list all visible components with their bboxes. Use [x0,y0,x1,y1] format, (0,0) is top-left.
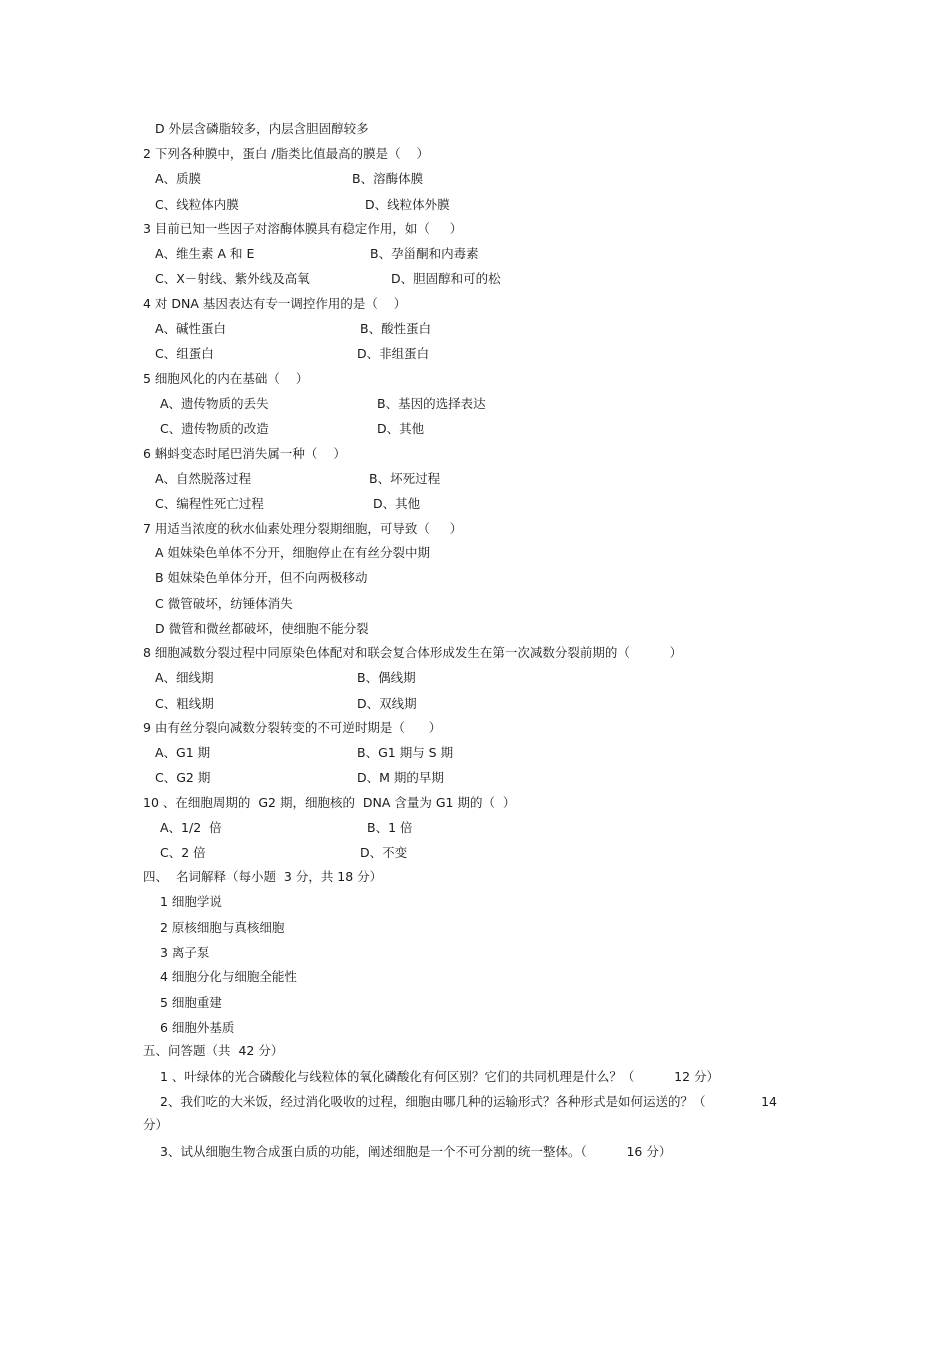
option-d: D、其他 [377,421,425,436]
option-a: A、细线期 [155,670,214,685]
option-d: D 微管和微丝都破坏，使细胞不能分裂 [155,621,369,636]
option-c: C 微管破坏，纺锤体消失 [155,596,293,611]
section-heading: 五、问答题（共 42 分） [143,1043,284,1058]
question-5: 5 细胞风化的内在基础（ ） [143,371,309,386]
option-a: A、G1 期 [155,745,211,760]
option-b: B、1 倍 [367,820,413,835]
option-c: C、X－射线、紫外线及高氧 [155,271,310,286]
question-8: 8 细胞减数分裂过程中同原染色体配对和联会复合体形成发生在第一次减数分裂前期的（ ） [143,645,683,660]
option-b: B、溶酶体膜 [352,171,424,186]
option-c: C、G2 期 [155,770,211,785]
essay-question-continued: 分） [143,1117,169,1132]
option-d: D、M 期的早期 [357,770,444,785]
option-d: D、胆固醇和可的松 [391,271,501,286]
option-d: D、线粒体外膜 [365,197,450,212]
essay-question: 1 、叶绿体的光合磷酸化与线粒体的氧化磷酸化有何区别？它们的共同机理是什么？（ 12 分） [160,1069,720,1084]
question-2: 2 下列各种膜中，蛋白 /脂类比值最高的膜是（ ） [143,146,430,161]
term-item: 1 细胞学说 [160,894,222,909]
option-a: A、质膜 [155,171,202,186]
essay-question: 3、试从细胞生物合成蛋白质的功能，阐述细胞是一个不可分割的统一整体。（ 16 分） [160,1144,672,1159]
option-a: A 姐妹染色单体不分开，细胞停止在有丝分裂中期 [155,545,431,560]
option-d: D、双线期 [357,696,417,711]
term-item: 5 细胞重建 [160,995,222,1010]
option-a: A、维生素 A 和 E [155,246,255,261]
section-heading: 四、 名词解释（每小题 3 分，共 18 分） [143,869,383,884]
option-b: B、G1 期与 S 期 [357,745,454,760]
option-a: A、自然脱落过程 [155,471,252,486]
option-b: B、基因的选择表达 [377,396,486,411]
option-b: B 姐妹染色单体分开，但不向两极移动 [155,570,368,585]
essay-question: 2、我们吃的大米饭，经过消化吸收的过程，细胞由哪几种的运输形式？各种形式是如何运送的？（ 14 [160,1094,777,1109]
option-a: A、碱性蛋白 [155,321,227,336]
question-3: 3 目前已知一些因子对溶酶体膜具有稳定作用，如（ ） [143,221,463,236]
term-item: 3 离子泵 [160,945,210,960]
option-d: D、不变 [360,845,408,860]
option-d: D、其他 [373,496,421,511]
option-a: A、遗传物质的丢失 [160,396,269,411]
question-4: 4 对 DNA 基因表达有专一调控作用的是（ ） [143,296,407,311]
term-item: 2 原核细胞与真核细胞 [160,920,285,935]
option-d: D、非组蛋白 [357,346,430,361]
option-b: B、酸性蛋白 [360,321,432,336]
option-c: C、组蛋白 [155,346,214,361]
option-b: B、偶线期 [357,670,416,685]
option-b: B、孕甾酮和内毒素 [370,246,479,261]
question-6: 6 蝌蚪变态时尾巴消失属一种（ ） [143,446,346,461]
option-b: B、坏死过程 [369,471,441,486]
option-c: C、遗传物质的改造 [160,421,269,436]
option-c: C、线粒体内膜 [155,197,239,212]
text-line: D 外层含磷脂较多，内层含胆固醇较多 [155,121,369,136]
option-c: C、2 倍 [160,845,206,860]
option-a: A、1/2 倍 [160,820,222,835]
question-9: 9 由有丝分裂向减数分裂转变的不可逆时期是（ ） [143,720,442,735]
term-item: 6 细胞外基质 [160,1020,235,1035]
question-7: 7 用适当浓度的秋水仙素处理分裂期细胞，可导致（ ） [143,521,463,536]
term-item: 4 细胞分化与细胞全能性 [160,969,297,984]
option-c: C、粗线期 [155,696,214,711]
option-c: C、编程性死亡过程 [155,496,264,511]
question-10: 10 、在细胞周期的 G2 期，细胞核的 DNA 含量为 G1 期的（ ） [143,795,516,810]
